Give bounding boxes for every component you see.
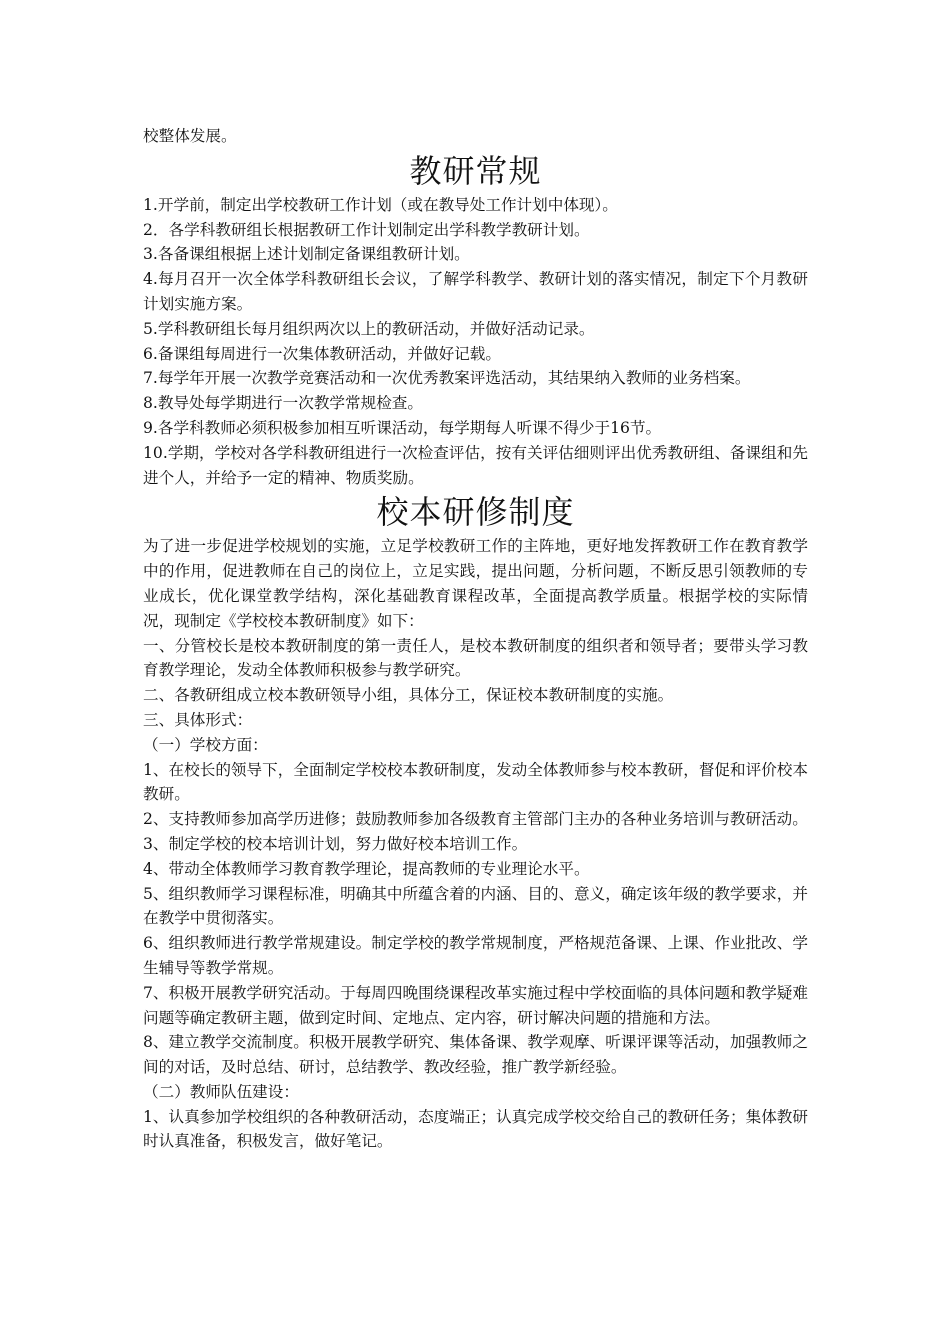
routine-item-4: 4.每月召开一次全体学科教研组长会议，了解学科教学、教研计划的落实情况，制定下个月教研计划实施方案。 [143,270,808,313]
routine-item-3: 3.各备课组根据上述计划制定备课组教研计划。 [143,245,470,264]
section-title-teaching-research-routine: 教研常规 [409,151,542,190]
intro-tail-text: 校整体发展。 [143,127,237,145]
training-paragraph-intro: 为了进一步促进学校规划的实施，立足学校教研工作的主阵地，更好地发挥教研工作在教育教学中的作用，促进教师在自己的岗位上，立足实践，提出问题，分析问题，不断反思引领教师的专业成长，优化课堂教学结构，深化基础教育课程改革，全面提高教学质量。根据学校的实际情况，现制定《学校校本教研制度》如下： [143,537,808,630]
training-school-item-1: 1、在校长的领导下，全面制定学校校本教研制度，发动全体教师参与校本教研，督促和评价校本教研。 [143,760,808,804]
routine-item-2: 2．各学科教研组长根据教研工作计划制定出学科教学教研计划。 [143,220,590,239]
training-school-item-5: 5、组织教师学习课程标准，明确其中所蕴含着的内涵、目的、意义，确定该年级的教学要求，并在教学中贯彻落实。 [143,884,808,928]
training-school-item-3: 3、制定学校的校本培训计划，努力做好校本培训工作。 [143,834,528,853]
training-school-item-7: 7、积极开展教学研究活动。于每周四晚围绕课程改革实施过程中学校面临的具体问题和教学疑难问题等确定教研主题，做到定时间、定地点、定内容，研讨解决问题的措施和方法。 [143,983,808,1027]
routine-item-6: 6.备课组每周进行一次集体教研活动，并做好记载。 [143,344,501,363]
routine-item-8: 8.教导处每学期进行一次教学常规检查。 [143,394,423,413]
routine-item-10: 10.学期，学校对各学科教研组进行一次检查评估，按有关评估细则评出优秀教研组、备课组和先进个人，并给予一定的精神、物质奖励。 [143,443,808,487]
training-paragraph-2: 二、各教研组成立校本教研领导小组，具体分工，保证校本教研制度的实施。 [143,686,674,705]
training-school-item-2: 2、支持教师参加高学历进修；鼓励教师参加各级教育主管部门主办的各种业务培训与教研活动。 [143,810,808,829]
training-paragraph-3: 三、具体形式： [143,710,253,729]
training-subheading-school: （一）学校方面： [143,735,268,754]
section-title-school-based-training: 校本研修制度 [376,493,575,532]
routine-item-7: 7.每学年开展一次教学竞赛活动和一次优秀教案评选活动，其结果纳入教师的业务档案。 [143,369,751,388]
training-teacher-item-1: 1、认真参加学校组织的各种教研活动，态度端正；认真完成学校交给自己的教研任务；集体教研时认真准备，积极发言，做好笔记。 [143,1107,808,1151]
document-page [143,124,808,1154]
routine-item-1: 1.开学前，制定出学校教研工作计划（或在教导处工作计划中体现）。 [143,195,618,214]
training-paragraph-1: 一、分管校长是校本教研制度的第一责任人，是校本教研制度的组织者和领导者；要带头学习教育教学理论，发动全体教师积极参与教学研究。 [143,636,808,680]
training-school-item-8: 8、建立教学交流制度。积极开展教学研究、集体备课、教学观摩、听课评课等活动，加强教师之间的对话，及时总结、研讨，总结教学、教改经验，推广教学新经验。 [143,1033,808,1077]
routine-item-5: 5.学科教研组长每月组织两次以上的教研活动，并做好活动记录。 [143,319,595,338]
training-school-item-6: 6、组织教师进行教学常规建设。制定学校的教学常规制度，严格规范备课、上课、作业批改、学生辅导等教学常规。 [143,934,808,977]
training-subheading-teachers: （二）教师队伍建设： [143,1082,299,1101]
routine-item-9: 9.各学科教师必须积极参加相互听课活动，每学期每人听课不得少于16节。 [143,418,662,437]
training-school-item-4: 4、带动全体教师学习教育教学理论，提高教师的专业理论水平。 [143,859,590,878]
